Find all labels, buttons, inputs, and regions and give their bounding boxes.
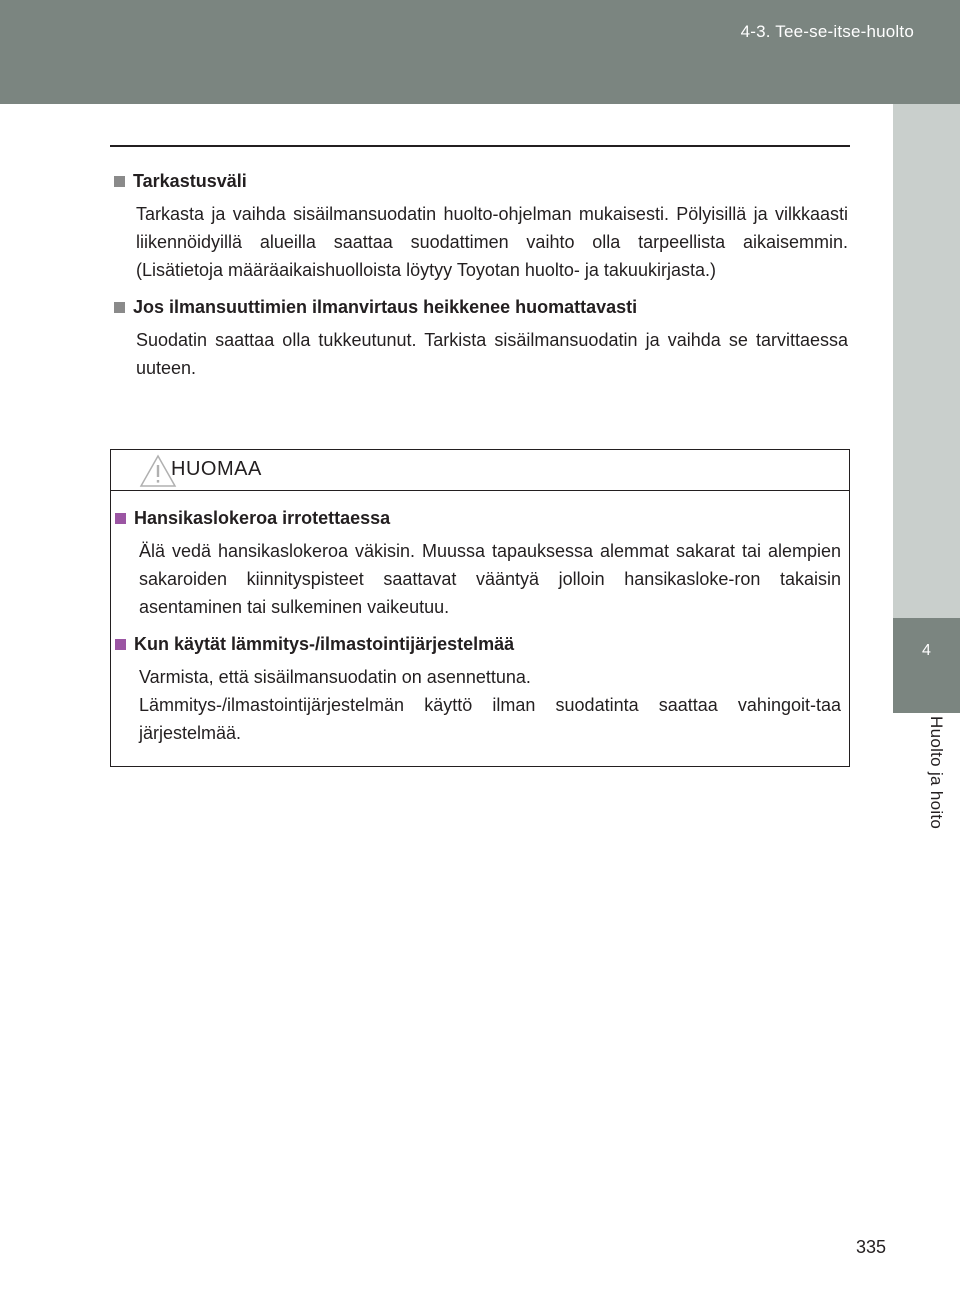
chapter-title: Huolto ja hoito bbox=[927, 716, 946, 830]
notice-item-heading bbox=[113, 631, 841, 657]
item-heading-text: Jos ilmansuuttimien ilmanvirtaus heikkenee huomattavasti bbox=[133, 297, 638, 317]
notice-title: HUOMAA bbox=[171, 458, 262, 480]
item-paragraph: Suodatin saattaa olla tukkeutunut. Tarkista sisäilmansuodatin ja vaihda se tarvittaessa uuteen. bbox=[136, 330, 848, 378]
side-tab-upper bbox=[893, 104, 960, 618]
chapter-number: 4 bbox=[922, 642, 931, 659]
chapter-number-block bbox=[893, 618, 960, 713]
notice-item-paragraph: Varmista, että sisäilmansuodatin on asennettuna. bbox=[139, 667, 531, 687]
section-title: 4-3. Tee-se-itse-huolto bbox=[740, 22, 914, 41]
chapter-side-tab bbox=[893, 104, 960, 1299]
bullet-square-icon bbox=[115, 639, 126, 650]
notice-item-paragraph: Lämmitys-/ilmastointijärjestelmän käyttö ilman suodatinta saattaa vahingoit-taa järjestelmää. bbox=[139, 695, 841, 743]
notice-item-heading bbox=[113, 505, 841, 531]
page-number: 335 bbox=[855, 1237, 886, 1257]
main-content bbox=[112, 168, 848, 392]
bullet-square-icon bbox=[114, 302, 125, 313]
top-rule bbox=[110, 145, 850, 147]
header-band bbox=[0, 0, 960, 104]
notice-item-heading-text: Kun käytät lämmitys-/ilmastointijärjestelmää bbox=[134, 634, 515, 654]
notice-body bbox=[111, 491, 849, 747]
notice-item-paragraph: Älä vedä hansikaslokeroa väkisin. Muussa tapauksessa alemmat sakarat tai alempien sakaroiden kiinnityspisteet saattavat vääntyä jolloin hansikasloke-ron takaisin asentaminen tai sulkeminen vaikeutuu. bbox=[139, 541, 841, 617]
item-heading bbox=[112, 294, 848, 320]
item-paragraph: Tarkasta ja vaihda sisäilmansuodatin huolto-ohjelman mukaisesti. Pölyisillä ja vilkkaasti liikennöidyillä alueilla saattaa suodattimen vaihto olla tarpeellista aikaisemmin. (Lisätietoja määräaikaishuolloista löytyy Toyotan huolto- ja takuukirjasta.) bbox=[136, 204, 848, 280]
notice-box bbox=[110, 449, 850, 767]
notice-header bbox=[111, 450, 849, 491]
bullet-square-icon bbox=[115, 513, 126, 524]
item-heading-text: Tarkastusväli bbox=[133, 171, 247, 191]
item-heading bbox=[112, 168, 848, 194]
bullet-square-icon bbox=[114, 176, 125, 187]
notice-item-heading-text: Hansikaslokeroa irrotettaessa bbox=[134, 508, 391, 528]
